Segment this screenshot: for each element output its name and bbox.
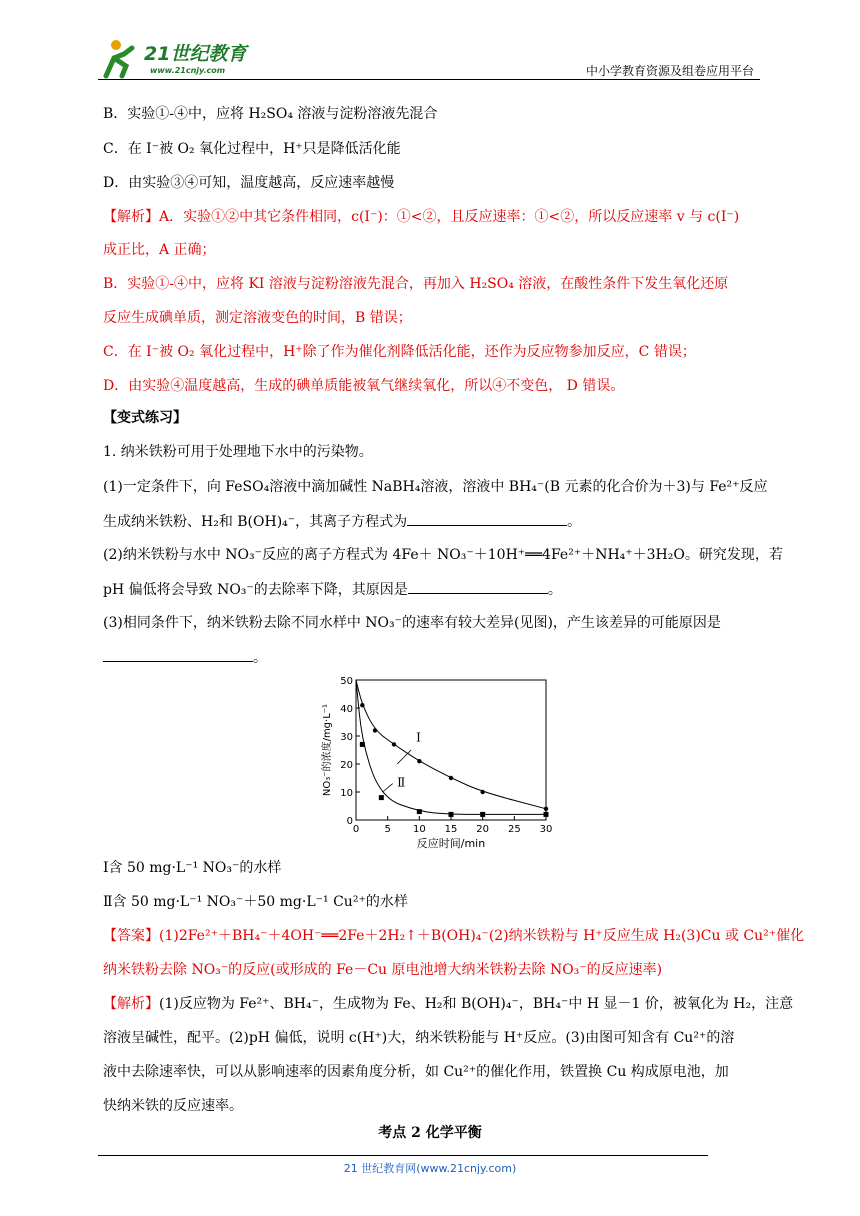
x-tick-label: 30 — [539, 824, 553, 835]
option-b: B．实验①-④中，应将 H₂SO₄ 溶液与淀粉溶液先混合 — [103, 106, 438, 122]
x-tick-label: 5 — [384, 824, 391, 835]
analysis-line: 成正比，A 正确； — [103, 242, 216, 258]
y-tick-label: 40 — [340, 704, 353, 715]
x-tick-label: 15 — [444, 824, 458, 835]
analysis-line: 【解析】A．实验①②中其它条件相同，c(I⁻)：①<②，且反应速率：①<②，所以反应速率 v 与 c(I⁻) — [103, 209, 740, 225]
analysis2-line: 液中去除速率快，可以从影响速率的因素角度分析，如 Cu²⁺的催化作用，铁置换 Cu 构成原电池，加 — [103, 1064, 729, 1080]
data-point-circle — [392, 742, 396, 746]
header-rule — [98, 79, 760, 80]
x-tick-label: 20 — [476, 824, 490, 835]
logo-url: www.21cnjy.com — [150, 66, 226, 75]
data-point-square — [544, 812, 549, 817]
data-point-circle — [360, 703, 364, 707]
analysis-line: 反应生成碘单质，测定溶液变色的时间，B 错误； — [103, 310, 412, 326]
series-line-1 — [356, 680, 546, 809]
series-label-2-pointer — [383, 784, 393, 792]
x-axis-label: 反应时间/min — [416, 837, 486, 850]
y-axis-label: NO₃⁻的浓度/mg·L⁻¹ — [322, 703, 333, 797]
data-point-circle — [373, 728, 377, 732]
answer-line: 【答案】(1)2Fe²⁺＋BH₄⁻＋4OH⁻══2Fe＋2H₂↑＋B(OH)₄⁻(2)纳米铁粉与 H⁺反应生成 H₂(3)Cu 或 Cu²⁺催化 — [103, 928, 805, 944]
practice-title: 【变式练习】 — [103, 410, 187, 426]
answer-blank[interactable] — [407, 511, 567, 526]
logo-text: 21世纪教育 — [144, 43, 247, 65]
y-tick-label: 0 — [346, 816, 353, 827]
question-part-1-cont — [103, 511, 581, 532]
plot-frame — [356, 680, 546, 820]
footer-rule — [98, 1155, 708, 1156]
question-end: 。 — [547, 582, 562, 598]
question-part-2-cont — [103, 579, 562, 600]
analysis-line: C．在 I⁻被 O₂ 氧化过程中，H⁺除了作为催化剂降低活化能，还作为反应物参加反应，C 错误； — [103, 344, 696, 360]
question-end: 。 — [253, 650, 267, 666]
y-tick-label: 20 — [340, 760, 353, 771]
y-tick-label: 30 — [340, 732, 353, 743]
series-label-1-pointer — [397, 750, 411, 764]
data-point-square — [449, 812, 454, 817]
y-tick-label: 50 — [340, 676, 353, 687]
analysis-line: D．由实验④温度越高，生成的碘单质能被氧气继续氧化，所以④不变色， D 错误。 — [103, 378, 625, 394]
question-text: pH 偏低将会导致 NO₃⁻的去除率下降，其原因是 — [103, 582, 408, 598]
data-point-circle — [480, 790, 484, 794]
data-point-square — [417, 809, 422, 814]
data-point-square — [379, 795, 384, 800]
question-text: 生成纳米铁粉、H₂和 B(OH)₄⁻，其离子方程式为 — [103, 514, 408, 530]
analysis2-line — [103, 994, 793, 1014]
x-tick-label: 10 — [412, 824, 426, 835]
answer-blank[interactable] — [408, 579, 548, 594]
data-point-circle — [417, 759, 421, 763]
option-d: D．由实验③④可知，温度越高，反应速率越慢 — [103, 175, 395, 191]
data-point-circle — [449, 776, 453, 780]
series-label-1: Ⅰ — [416, 730, 421, 745]
legend-line-2: Ⅱ含 50 mg·L⁻¹ NO₃⁻＋50 mg·L⁻¹ Cu²⁺的水样 — [103, 894, 408, 910]
legend-line-1: Ⅰ含 50 mg·L⁻¹ NO₃⁻的水样 — [103, 860, 282, 876]
data-point-square — [360, 742, 365, 747]
analysis2-line: 快纳米铁的反应速率。 — [103, 1098, 243, 1114]
analysis-line: B．实验①-④中，应将 KI 溶液与淀粉溶液先混合，再加入 H₂SO₄ 溶液，在酸性条件下发生氧化还原 — [103, 276, 729, 292]
series-label-2: Ⅱ — [397, 775, 406, 790]
data-point-square — [480, 812, 485, 817]
question-part-3-cont — [103, 647, 267, 668]
answer-line: 纳米铁粉去除 NO₃⁻的反应(或形成的 Fe－Cu 原电池增大纳米铁粉去除 NO₃⁻的反应速率) — [103, 962, 663, 978]
platform-name: 中小学教育资源及组卷应用平台 — [585, 64, 754, 78]
data-point-circle — [544, 807, 548, 811]
x-tick-label: 0 — [352, 824, 360, 835]
site-logo[interactable] — [96, 36, 256, 80]
question-part-2: (2)纳米铁粉与水中 NO₃⁻反应的离子方程式为 4Fe＋ NO₃⁻＋10H⁺══4Fe²⁺＋NH₄⁺＋3H₂O。研究发现，若 — [103, 547, 783, 563]
footer-link[interactable]: 21 世纪教育网(www.21cnjy.com) — [343, 1162, 517, 1175]
question-part-3: (3)相同条件下，纳米铁粉去除不同水样中 NO₃⁻的速率有较大差异(见图)，产生该差异的可能原因是 — [103, 615, 721, 631]
option-c: C．在 I⁻被 O₂ 氧化过程中，H⁺只是降低活化能 — [103, 141, 401, 157]
question-1: 1. 纳米铁粉可用于处理地下水中的污染物。 — [103, 444, 373, 460]
question-part-1: (1)一定条件下，向 FeSO₄溶液中滴加碱性 NaBH₄溶液，溶液中 BH₄⁻(B 元素的化合价为＋3)与 Fe²⁺反应 — [103, 479, 768, 495]
analysis2-line: 溶液呈碱性，配平。(2)pH 偏低，说明 c(H⁺)大，纳米铁粉能与 H⁺反应。(3)由图可知含有 Cu²⁺的溶 — [103, 1030, 735, 1046]
topic-heading: 考点 2 化学平衡 — [378, 1125, 482, 1141]
question-end: 。 — [567, 514, 582, 530]
answer-blank[interactable] — [103, 647, 253, 662]
y-tick-label: 10 — [340, 788, 353, 799]
x-tick-label: 25 — [507, 824, 521, 835]
series-line-2 — [356, 680, 546, 814]
concentration-chart — [318, 672, 553, 850]
analysis-label: 【解析】 — [103, 996, 159, 1012]
chart-svg — [318, 672, 553, 850]
analysis-text: (1)反应物为 Fe²⁺、BH₄⁻，生成物为 Fe、H₂和 B(OH)₄⁻，BH₄⁻中 H 显－1 价，被氧化为 H₂，注意 — [159, 996, 794, 1012]
